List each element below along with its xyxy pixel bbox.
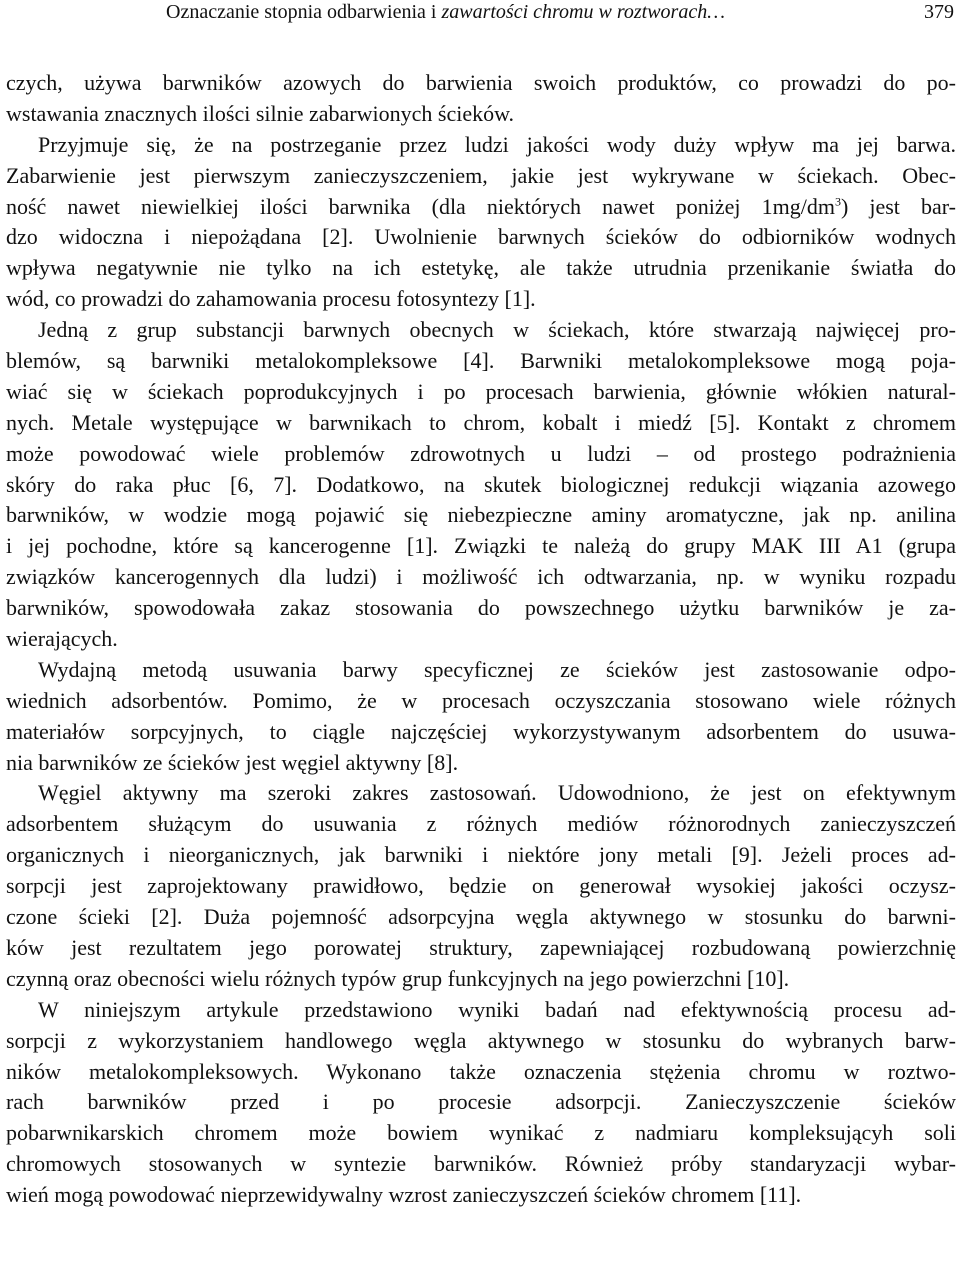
- text-line: [6, 470, 956, 501]
- text-line: [6, 192, 956, 223]
- text-line: [6, 840, 956, 871]
- text-line-content: wień mogą powodować nieprzewidywalny wzrost zanieczyszczeń ścieków chromem [11].: [6, 1182, 802, 1208]
- text-line: [6, 562, 956, 593]
- text-line-content: Wydajną metodą usuwania barwy specyficznej ze ścieków jest zastosowanie odpo-: [38, 656, 956, 682]
- text-line: [6, 1057, 956, 1088]
- text-line: [6, 1180, 956, 1211]
- text-line: [6, 68, 956, 99]
- text-line: [6, 686, 956, 717]
- text-line: [6, 995, 956, 1026]
- text-line-content: ków jest rezultatem jego porowatej struktury, zapewniającej rozbudowaną powierzchnię: [6, 934, 956, 960]
- text-line: [6, 99, 956, 130]
- text-line-content: czych, używa barwników azowych do barwienia swoich produktów, co prowadzi do po-: [6, 70, 956, 95]
- superscript: 3: [834, 194, 841, 209]
- text-line: [6, 1087, 956, 1118]
- text-line: [6, 222, 956, 253]
- text-line: [6, 315, 956, 346]
- text-line-content: barwników, w wodzie mogą pojawić się niebezpieczne aminy aromatyczne, jak np. anilina: [6, 502, 956, 528]
- text-line: [6, 717, 956, 748]
- text-line: [6, 531, 956, 562]
- text-line: [6, 1026, 956, 1057]
- text-line-content: i jej pochodne, które są kancerogenne [1]. Związki te należą do grupy MAK III A1 (grupa: [6, 533, 956, 559]
- text-line: [6, 964, 956, 995]
- running-head-italic: zawartości chromu w roztworach…: [441, 1, 725, 23]
- text-line-content: W niniejszym artykule przedstawiono wyniki badań nad efektywnością procesu ad-: [38, 996, 956, 1022]
- text-line: [6, 871, 956, 902]
- text-line-content: Przyjmuje się, że na postrzeganie przez ludzi jakości wody duży wpływ ma jej barwa.: [38, 131, 956, 157]
- text-line-content: czone ścieki [2]. Duża pojemność adsorpcyjna węgla aktywnego w stosunku do barwni-: [6, 904, 956, 930]
- text-line: [6, 253, 956, 284]
- text-line: [6, 500, 956, 531]
- text-line-content: wierających.: [6, 626, 118, 652]
- text-line: [6, 408, 956, 439]
- text-line: [6, 284, 956, 315]
- text-line-content: skóry do raka płuc [6, 7]. Dodatkowo, na skutek biologicznej redukcji wiązania azowego: [6, 471, 956, 497]
- text-line: [6, 1118, 956, 1149]
- text-line-content: Jedną z grup substancji barwnych obecnych w ściekach, które stwarzają najwięcej pro-: [38, 317, 956, 343]
- text-line-content: może powodować wiele problemów zdrowotnych u ludzi – od prostego podrażnienia: [6, 440, 956, 466]
- text-line-content: wpływa negatywnie nie tylko na ich estetykę, ale także utrudnia przenikanie światła do: [6, 255, 956, 281]
- text-line: [6, 778, 956, 809]
- body-text: [6, 68, 956, 1211]
- running-head-title: [166, 0, 725, 24]
- text-line: [6, 593, 956, 624]
- text-line-content: ników metalokompleksowych. Wykonano także oznaczenia stężenia chromu w roztwo-: [6, 1058, 956, 1084]
- text-line-content: sorpcji jest zaprojektowany prawidłowo, będzie on generował wysokiej jakości oczysz-: [6, 873, 956, 899]
- text-line-content: adsorbentem służącym do usuwania z różnych mediów różnorodnych zanieczyszczeń: [6, 811, 956, 837]
- text-line: [6, 655, 956, 686]
- text-line-content: wiać się w ściekach poprodukcyjnych i po procesach barwienia, głównie włókien natural-: [6, 378, 956, 404]
- running-header: [0, 0, 960, 40]
- text-line-content: Zabarwienie jest pierwszym zanieczyszczeniem, jakie jest wykrywane w ściekach. Obec-: [6, 162, 956, 188]
- text-line-content: nia barwników ze ścieków jest węgiel aktywny [8].: [6, 749, 459, 775]
- page-number: 379: [924, 1, 954, 23]
- text-line: [6, 377, 956, 408]
- text-line: [6, 346, 956, 377]
- text-line-content: ność nawet niewielkiej ilości barwnika (dla niektórych nawet poniżej 1mg/dm: [6, 193, 835, 219]
- text-line: [6, 809, 956, 840]
- text-line-content: pobarwnikarskich chromem może bowiem wynikać z nadmiaru kompleksującyh soli: [6, 1120, 956, 1146]
- text-line-content: barwników, spowodowała zakaz stosowania do powszechnego użytku barwników je za-: [6, 595, 956, 621]
- text-line-content: wiednich adsorbentów. Pomimo, że w procesach oczyszczania stosowano wiele różnych: [6, 687, 956, 713]
- text-line-content: materiałów sorpcyjnych, to ciągle najczęściej wykorzystywanym adsorbentem do usuwa-: [6, 718, 956, 744]
- text-line-content: rach barwników przed i po procesie adsorpcji. Zanieczyszczenie ścieków: [6, 1089, 956, 1115]
- text-line: [6, 439, 956, 470]
- text-line: [6, 933, 956, 964]
- running-head-plain: Oznaczanie stopnia odbarwienia i: [166, 1, 442, 23]
- text-line: [6, 130, 956, 161]
- text-line: [6, 748, 956, 779]
- text-line: [6, 1149, 956, 1180]
- text-line-content: nych. Metale występujące w barwnikach to chrom, kobalt i miedź [5]. Kontakt z chromem: [6, 409, 956, 435]
- text-line-content: chromowych stosowanych w syntezie barwników. Również próby standaryzacji wybar-: [6, 1151, 956, 1177]
- text-line: [6, 624, 956, 655]
- text-line-content: organicznych i nieorganicznych, jak barwniki i niektóre jony metali [9]. Jeżeli proces ad-: [6, 842, 956, 868]
- text-line-content: dzo widoczna i niepożądana [2]. Uwolnienie barwnych ścieków do odbiorników wodnych: [6, 224, 956, 250]
- text-line-content: czynną oraz obecności wielu różnych typów grup funkcyjnych na jego powierzchni [10].: [6, 965, 790, 991]
- text-line-content: związków kancerogennych dla ludzi) i możliwość ich odtwarzania, np. w wyniku rozpadu: [6, 564, 956, 590]
- text-line-content: wód, co prowadzi do zahamowania procesu fotosyntezy [1].: [6, 286, 536, 312]
- text-line-content: blemów, są barwniki metalokompleksowe [4]. Barwniki metalokompleksowe mogą poja-: [6, 348, 956, 374]
- text-line: [6, 161, 956, 192]
- text-line-content: sorpcji z wykorzystaniem handlowego węgla aktywnego w stosunku do wybranych barw-: [6, 1027, 956, 1053]
- text-line-content: Węgiel aktywny ma szeroki zakres zastosowań. Udowodniono, że jest on efektywnym: [38, 780, 956, 806]
- text-line: [6, 902, 956, 933]
- text-line-continuation: ) jest bar-: [840, 193, 956, 219]
- text-line-content: wstawania znacznych ilości silnie zabarwionych ścieków.: [6, 100, 515, 126]
